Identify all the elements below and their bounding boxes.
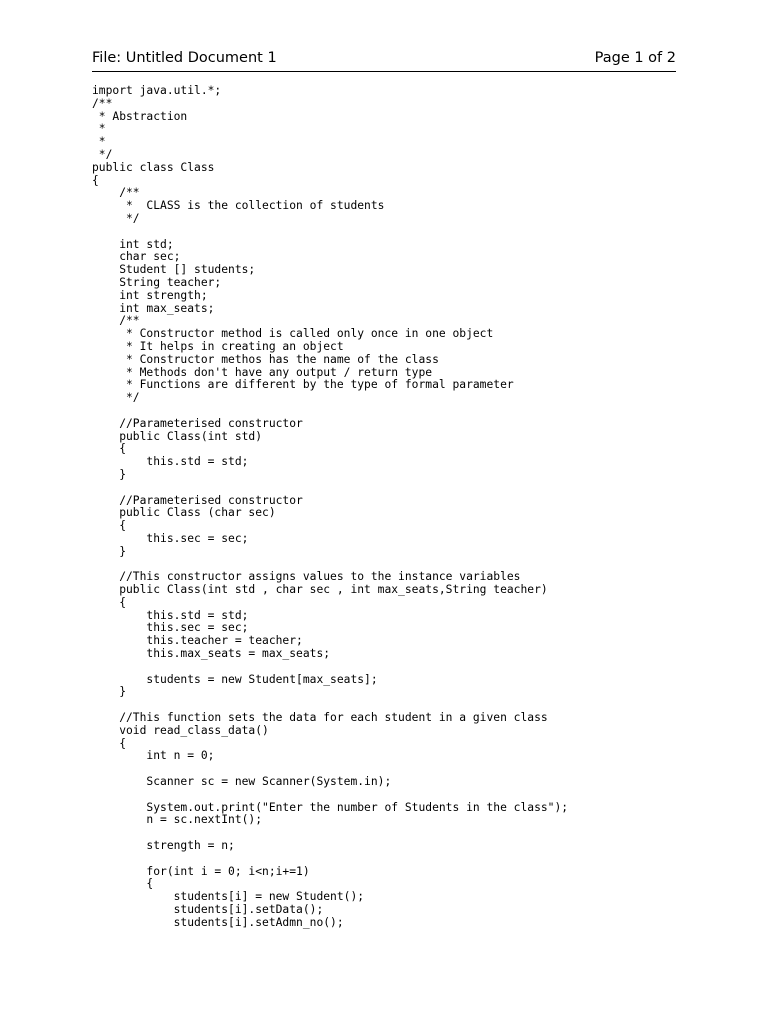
code-line: String teacher;	[92, 275, 222, 289]
code-line: import java.util.*;	[92, 84, 222, 97]
code-line: }	[92, 685, 127, 699]
code-line: /**	[92, 314, 140, 328]
code-line: public Class(int std , char sec , int max_seats,String teacher)	[92, 583, 548, 597]
code-line	[92, 226, 692, 239]
code-listing	[92, 85, 692, 930]
code-line	[92, 853, 692, 866]
code-line: //Parameterised constructor	[92, 493, 303, 507]
code-line: {	[92, 173, 99, 187]
code-line: //Parameterised constructor	[92, 416, 303, 430]
code-line	[92, 789, 692, 802]
code-line: {	[92, 595, 127, 609]
code-line: * It helps in creating an object	[92, 339, 344, 353]
code-line: this.sec = sec;	[92, 531, 249, 545]
code-line: *	[92, 122, 106, 136]
code-line: {	[92, 736, 127, 750]
code-line: void read_class_data()	[92, 723, 269, 737]
code-line: students = new Student[max_seats];	[92, 672, 378, 686]
page-header	[92, 48, 676, 72]
code-line: * Abstraction	[92, 109, 188, 123]
code-line: Student [] students;	[92, 263, 256, 277]
code-line: {	[92, 877, 154, 891]
code-line: strength = n;	[92, 839, 235, 853]
code-line: students[i].setData();	[92, 903, 324, 916]
code-line	[92, 405, 692, 418]
code-line: * Constructor methos has the name of the class	[92, 352, 439, 366]
code-line: * Functions are different by the type of formal parameter	[92, 378, 514, 392]
code-line: int strength;	[92, 288, 208, 302]
code-line: for(int i = 0; i<n;i+=1)	[92, 864, 310, 878]
code-line: this.teacher = teacher;	[92, 634, 303, 648]
code-line: public class Class	[92, 160, 215, 174]
code-line: /**	[92, 96, 113, 110]
page-number-label: Page 1 of 2	[594, 50, 676, 66]
code-line: */	[92, 391, 140, 405]
code-line: public Class (char sec)	[92, 506, 276, 520]
code-line: */	[92, 147, 113, 161]
file-name-label: File: Untitled Document 1	[92, 50, 277, 66]
code-line: students[i] = new Student();	[92, 890, 365, 904]
code-line: }	[92, 467, 127, 481]
code-line: System.out.print("Enter the number of Students in the class");	[92, 800, 569, 814]
code-line: int max_seats;	[92, 301, 215, 315]
code-line: public Class(int std)	[92, 429, 263, 443]
code-line: *	[92, 135, 106, 149]
code-line: * Methods don't have any output / return type	[92, 365, 433, 379]
code-line: //This constructor assigns values to the instance variables	[92, 570, 521, 584]
code-line: char sec;	[92, 250, 181, 264]
code-line: */	[92, 211, 140, 225]
code-line: n = sc.nextInt();	[92, 813, 263, 827]
code-line: //This function sets the data for each student in a given class	[92, 711, 548, 725]
code-line: this.sec = sec;	[92, 621, 249, 635]
code-line: /**	[92, 186, 140, 200]
code-line: {	[92, 442, 127, 456]
code-line: Scanner sc = new Scanner(System.in);	[92, 775, 392, 789]
code-line: * CLASS is the collection of students	[92, 199, 385, 213]
code-line: students[i].setAdmn_no();	[92, 915, 344, 929]
code-line: int std;	[92, 237, 174, 251]
code-line	[92, 482, 692, 495]
code-line: this.max_seats = max_seats;	[92, 647, 331, 661]
code-line: int n = 0;	[92, 749, 215, 763]
code-line: }	[92, 544, 127, 558]
code-line: * Constructor method is called only once in one object	[92, 327, 494, 341]
code-line	[92, 661, 692, 674]
code-line: this.std = std;	[92, 455, 249, 469]
code-line: {	[92, 519, 127, 533]
code-line: this.std = std;	[92, 608, 249, 622]
